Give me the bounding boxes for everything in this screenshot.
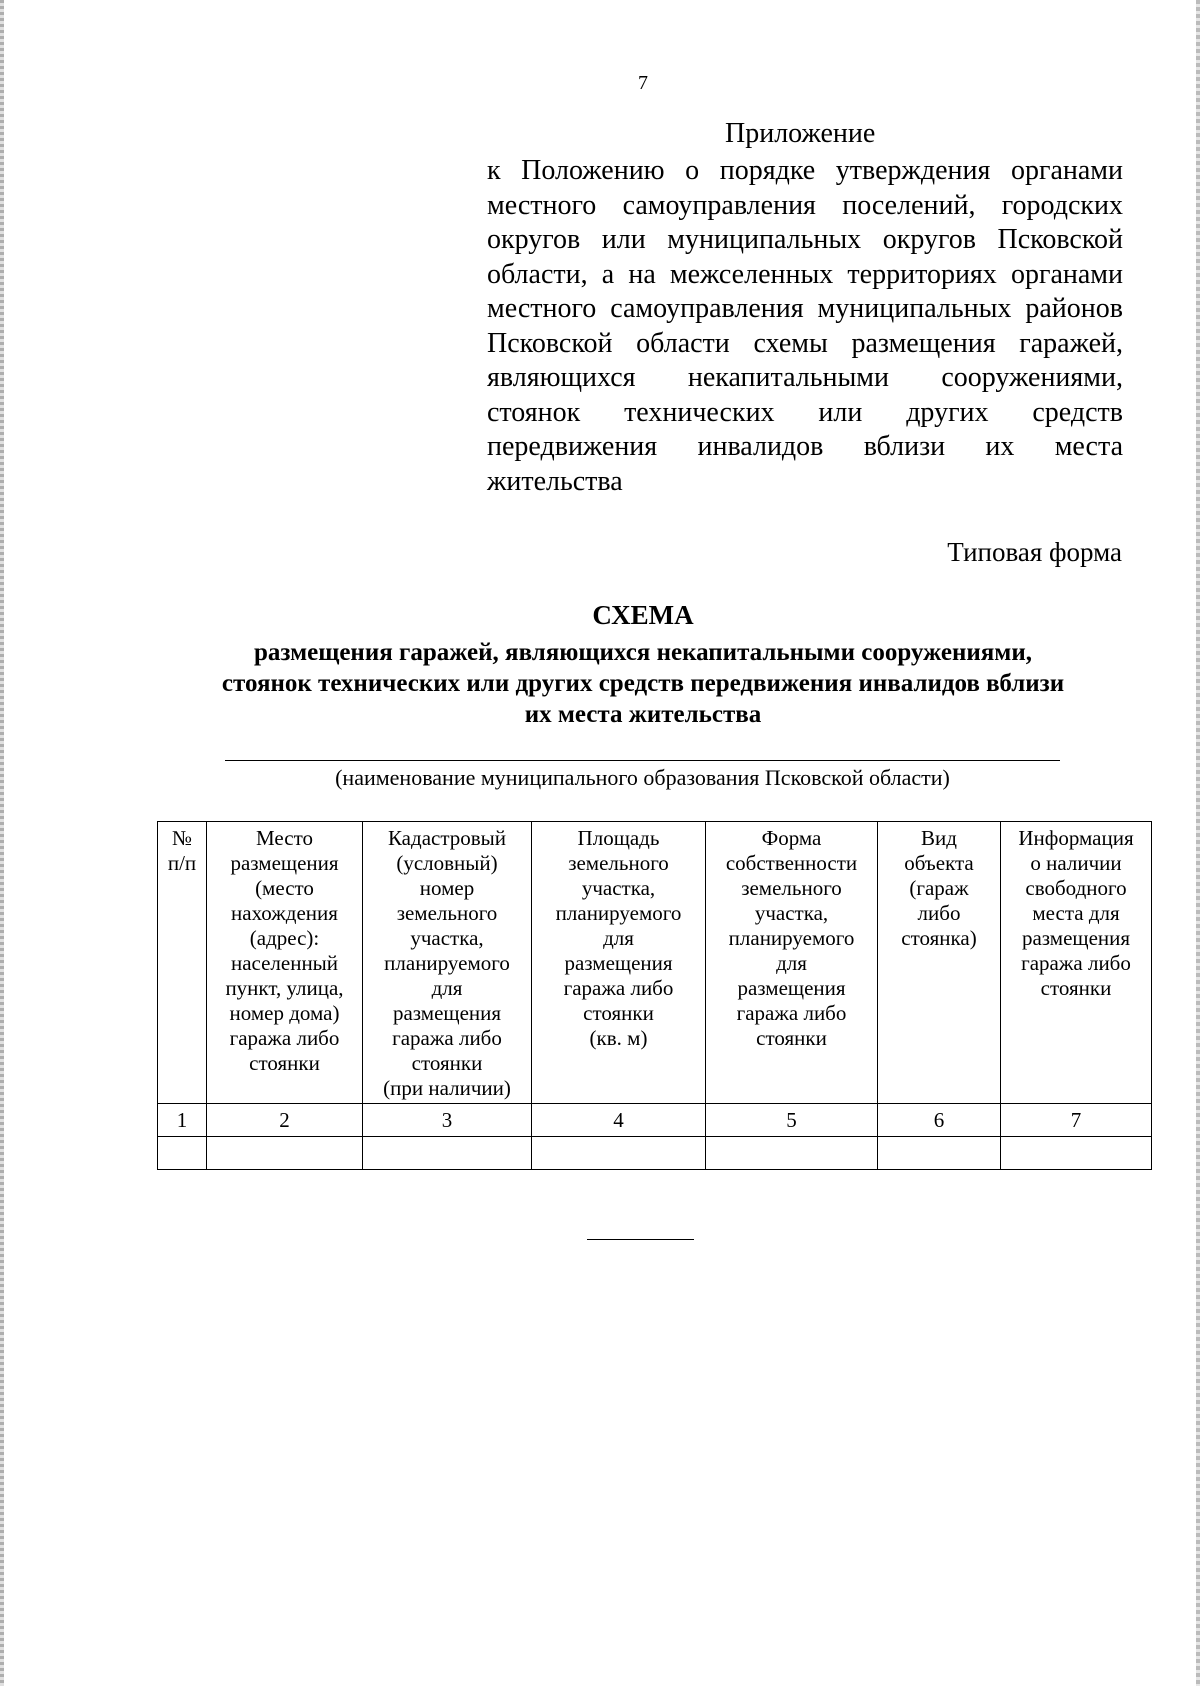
table-header-line: стоянки bbox=[411, 1051, 483, 1075]
municipality-name-line bbox=[225, 760, 1060, 761]
table-cell bbox=[207, 1137, 363, 1170]
table-header-line: Форма bbox=[761, 826, 822, 850]
table-header-line: Кадастровый bbox=[387, 826, 507, 850]
appendix-title: Приложение bbox=[725, 118, 876, 149]
schema-table bbox=[157, 821, 1152, 1170]
table-header-line: для bbox=[776, 951, 807, 975]
table-header-line: гаража либо bbox=[392, 1026, 502, 1050]
appendix-body: к Положению о порядке утверждения органами местного самоуправления поселений, городских округов или муниципальных округов Псковской области, а на межселенных территориях органами местного самоуправления муниципальных районов Псковской области схемы размещения гаражей, являющихся некапитальными сооружениями, стоянок технических или других средств передвижения инвалидов вблизи их места жительства bbox=[487, 155, 1123, 497]
schema-subtitle-line: их места жительства bbox=[524, 701, 762, 728]
table-header-line: о наличии bbox=[1030, 851, 1122, 875]
page-number: 7 bbox=[638, 72, 648, 94]
schema-title: СХЕМА bbox=[592, 600, 694, 630]
table-header-line: участка, bbox=[754, 901, 829, 925]
table-header-line: гаража либо bbox=[229, 1026, 340, 1050]
form-type-label: Типовая форма bbox=[947, 537, 1122, 567]
table-header-cell bbox=[207, 822, 363, 1104]
table-row bbox=[158, 1137, 1152, 1170]
table-cell bbox=[158, 1137, 207, 1170]
table-cell bbox=[532, 1137, 706, 1170]
table-header-line: размещения bbox=[737, 976, 846, 1000]
table-header-line: номер дома) bbox=[229, 1001, 340, 1025]
table-cell bbox=[1001, 1137, 1152, 1170]
table-header-line: (кв. м) bbox=[589, 1026, 648, 1050]
table-header-line: номер bbox=[419, 876, 475, 900]
table-header-line: гаража либо bbox=[736, 1001, 847, 1025]
table-header-line: п/п bbox=[167, 851, 197, 875]
table-header-line: участка, bbox=[581, 876, 656, 900]
table-header-line: гаража либо bbox=[1021, 951, 1131, 975]
closing-rule bbox=[587, 1239, 694, 1240]
schema-subtitle bbox=[150, 637, 1136, 730]
municipality-name-caption: (наименование муниципального образования Псковской области) bbox=[335, 765, 950, 790]
table-header-line: стоянки bbox=[583, 1001, 654, 1025]
table-header-line: объекта bbox=[904, 851, 974, 875]
table-header-line: Место bbox=[256, 826, 313, 850]
table-header-cell bbox=[158, 822, 207, 1104]
table-header-line: пункт, улица, bbox=[225, 976, 344, 1000]
table-cell bbox=[878, 1137, 1001, 1170]
schema-subtitle-line: размещения гаражей, являющихся некапитальными сооружениями, bbox=[254, 639, 1032, 666]
table-header-line: стоянки bbox=[756, 1026, 827, 1050]
table-header-line: (адрес): bbox=[249, 926, 320, 950]
table-header-cell bbox=[1001, 822, 1152, 1104]
table-header-line: стоянка) bbox=[901, 926, 977, 950]
table-header-line: Вид bbox=[921, 826, 957, 850]
schema-subtitle-line: стоянок технических или других средств передвижения инвалидов вблизи bbox=[221, 670, 1065, 697]
table-header-line: размещения bbox=[230, 851, 339, 875]
table-header-line: нахождения bbox=[231, 901, 338, 925]
table-header-line: (гараж bbox=[909, 876, 969, 900]
table-header-row bbox=[158, 822, 1152, 1104]
table-header-line: гаража либо bbox=[563, 976, 674, 1000]
table-column-number: 1 bbox=[158, 1104, 207, 1137]
table-header-line: стоянки bbox=[1040, 976, 1112, 1000]
table-header-line: свободного bbox=[1025, 876, 1127, 900]
table-column-number: 6 bbox=[878, 1104, 1001, 1137]
table-header-line: собственности bbox=[725, 851, 858, 875]
scan-edge-right bbox=[1196, 0, 1200, 1686]
table-column-number: 7 bbox=[1001, 1104, 1152, 1137]
table-header-line: размещения bbox=[1021, 926, 1131, 950]
table-header-cell bbox=[878, 822, 1001, 1104]
table-header-line: места для bbox=[1032, 901, 1120, 925]
table-header-line: земельного bbox=[568, 851, 669, 875]
table-header-line: участка, bbox=[410, 926, 484, 950]
table-header-line: размещения bbox=[564, 951, 673, 975]
table-column-number: 5 bbox=[706, 1104, 878, 1137]
table-column-number: 2 bbox=[207, 1104, 363, 1137]
table-header-cell bbox=[532, 822, 706, 1104]
schema-table-wrap bbox=[157, 821, 1152, 1170]
table-header-line: (при наличии) bbox=[383, 1076, 511, 1100]
table-header-line: для bbox=[603, 926, 634, 950]
table-header-line: Информация bbox=[1018, 826, 1134, 850]
table-header-cell bbox=[363, 822, 532, 1104]
scan-edge-left bbox=[0, 0, 4, 1686]
table-header-line: № bbox=[171, 826, 193, 850]
table-column-number: 3 bbox=[363, 1104, 532, 1137]
table-header-line: земельного bbox=[396, 901, 498, 925]
table-header-line: Площадь bbox=[577, 826, 660, 850]
table-number-row bbox=[158, 1104, 1152, 1137]
table-header-line: планируемого bbox=[555, 901, 682, 925]
table-header-line: либо bbox=[917, 901, 961, 925]
table-cell bbox=[706, 1137, 878, 1170]
table-column-number: 4 bbox=[532, 1104, 706, 1137]
table-header-line: населенный bbox=[230, 951, 339, 975]
table-header-line: планируемого bbox=[384, 951, 510, 975]
table-header-line: земельного bbox=[741, 876, 842, 900]
table-header-line: размещения bbox=[392, 1001, 502, 1025]
table-header-line: (место bbox=[255, 876, 314, 900]
table-header-line: для bbox=[431, 976, 463, 1000]
table-header-line: стоянки bbox=[249, 1051, 320, 1075]
table-header-line: (условный) bbox=[396, 851, 498, 875]
table-header-line: планируемого bbox=[728, 926, 855, 950]
table-cell bbox=[363, 1137, 532, 1170]
table-header-cell bbox=[706, 822, 878, 1104]
